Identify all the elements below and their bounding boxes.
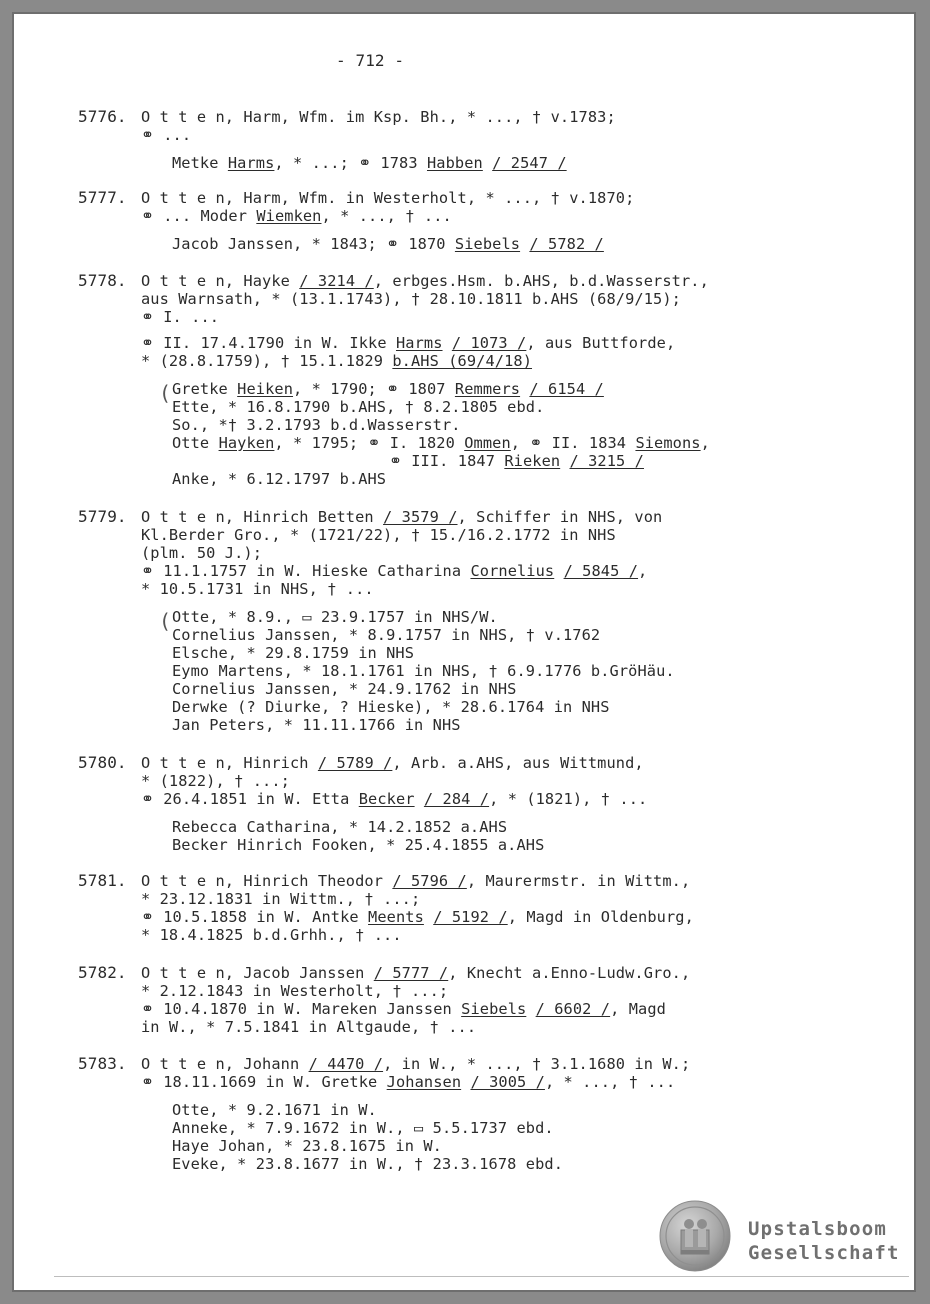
cross-reference: / 3214 / (299, 272, 374, 290)
entry-line (141, 964, 690, 982)
text: , (700, 434, 710, 452)
child-line: Anneke, * 7.9.1672 in W., ▭ 5.5.1737 ebd. (172, 1119, 554, 1137)
child-line: Haye Johan, * 23.8.1675 in W. (172, 1137, 442, 1155)
brand-line: Upstalsboom (748, 1218, 888, 1240)
entry-line: (plm. 50 J.); (141, 544, 263, 562)
text: Otte (172, 434, 219, 452)
text: , Magd (610, 1000, 666, 1018)
entry-number: 5781. (78, 871, 127, 890)
brand-logo-text (748, 1217, 900, 1265)
surname: Cornelius (470, 562, 555, 580)
entry-number: 5778. (78, 271, 127, 290)
text: Metke (172, 154, 228, 172)
surname: Meents (368, 908, 424, 926)
surname: Siemons (635, 434, 701, 452)
text: , (638, 562, 648, 580)
child-line (172, 380, 604, 398)
text: O t t e n, Hinrich (141, 754, 318, 772)
child-line: Cornelius Janssen, * 24.9.1762 in NHS (172, 680, 517, 698)
entry-line: * 2.12.1843 in Westerholt, † ...; (141, 982, 449, 1000)
child-line: Otte, * 9.2.1671 in W. (172, 1101, 377, 1119)
brace-mark: ( (159, 609, 172, 633)
text: ⚭ 10.5.1858 in W. Antke (141, 908, 369, 926)
text: ⚭ III. 1847 (389, 452, 505, 470)
entry-line (141, 754, 644, 772)
entry-line: Kl.Berder Gro., * (1721/22), † 15./16.2.1772 in NHS (141, 526, 616, 544)
child-line: Jan Peters, * 11.11.1766 in NHS (172, 716, 461, 734)
entry-line: O t t e n, Harm, Wfm. im Ksp. Bh., * ..., † v.1783; (141, 108, 616, 126)
text: O t t e n, Hayke (141, 272, 300, 290)
surname: Siebels (454, 235, 521, 253)
cross-reference: / 284 / (423, 790, 490, 808)
entry-line: O t t e n, Harm, Wfm. in Westerholt, * ..., † v.1870; (141, 189, 635, 207)
entry-number: 5779. (78, 507, 127, 526)
surname: Ommen (464, 434, 511, 452)
text: ⚭ 26.4.1851 in W. Etta (141, 790, 359, 808)
child-line: Cornelius Janssen, * 8.9.1757 in NHS, † v.1762 (172, 626, 601, 644)
text (520, 380, 529, 398)
entry-line (141, 352, 532, 370)
text: Gretke (172, 380, 238, 398)
cross-reference: / 3215 / (569, 452, 644, 470)
surname: Remmers (454, 380, 521, 398)
entry-line (141, 562, 647, 580)
text (424, 908, 433, 926)
text: , * ..., † ... (544, 1073, 676, 1091)
underlined-text: b.AHS (69/4/18) (392, 352, 533, 370)
entry-line: aus Warnsath, * (13.1.1743), † 28.10.1811 b.AHS (68/9/15); (141, 290, 681, 308)
cross-reference: / 3005 / (470, 1073, 545, 1091)
child-line: Otte, * 8.9., ▭ 23.9.1757 in NHS/W. (172, 608, 498, 626)
child-line: Eveke, * 23.8.1677 in W., † 23.3.1678 ebd. (172, 1155, 563, 1173)
page-number: - 712 - (336, 51, 405, 70)
text: , Schiffer in NHS, von (457, 508, 663, 526)
surname: Siebels (461, 1000, 527, 1018)
entry-line: * 23.12.1831 in Wittm., † ...; (141, 890, 421, 908)
text: * (28.8.1759), † 15.1.1829 (141, 352, 393, 370)
surname: Harms (227, 154, 275, 172)
text: , in W., * ..., † 3.1.1680 in W.; (383, 1055, 691, 1073)
cross-reference: / 5845 / (563, 562, 639, 580)
text: O t t e n, Jacob Janssen (141, 964, 374, 982)
cross-reference: / 6602 / (535, 1000, 611, 1018)
child-line: Ette, * 16.8.1790 b.AHS, † 8.2.1805 ebd. (172, 398, 545, 416)
brand-line: Gesellschaft (748, 1242, 900, 1264)
child-line: Rebecca Catharina, * 14.2.1852 a.AHS (172, 818, 508, 836)
surname: Harms (395, 334, 443, 352)
cross-reference: / 1073 / (451, 334, 527, 352)
text: ⚭ 10.4.1870 in W. Mareken Janssen (141, 1000, 462, 1018)
entry-line (141, 872, 690, 890)
text: , Maurermstr. in Wittm., (466, 872, 691, 890)
text: , Arb. a.AHS, aus Wittmund, (392, 754, 644, 772)
text: ⚭ 18.11.1669 in W. Gretke (141, 1073, 387, 1091)
entry-number: 5782. (78, 963, 127, 982)
entry-line (141, 790, 647, 808)
page-frame (14, 14, 914, 1290)
cross-reference: / 5789 / (317, 754, 393, 772)
text: O t t e n, Hinrich Betten (141, 508, 384, 526)
text: O t t e n, Johann (141, 1055, 309, 1073)
entry-line (141, 908, 694, 926)
text: , erbges.Hsm. b.AHS, b.d.Wasserstr., (373, 272, 709, 290)
entry-line (141, 272, 709, 290)
entry-line (141, 1000, 666, 1018)
text (526, 1000, 535, 1018)
text: , * ...; ⚭ 1783 (274, 154, 427, 172)
entry-number: 5780. (78, 753, 127, 772)
cross-reference: / 5782 / (529, 235, 604, 253)
child-line (172, 235, 604, 253)
text: Jacob Janssen, * 1843; ⚭ 1870 (172, 235, 455, 253)
cross-reference: / 2547 / (492, 154, 567, 172)
cross-reference: / 4470 / (308, 1055, 384, 1073)
surname: Hayken (218, 434, 275, 452)
text: , * 1795; ⚭ I. 1820 (274, 434, 465, 452)
entry-line (141, 1073, 675, 1091)
child-line: Derwke (? Diurke, ? Hieske), * 28.6.1764 in NHS (172, 698, 610, 716)
cross-reference: / 5192 / (433, 908, 508, 926)
entry-line (141, 334, 675, 352)
entry-line (141, 508, 662, 526)
text: ⚭ 11.1.1757 in W. Hieske Catharina (141, 562, 471, 580)
surname: Rieken (504, 452, 561, 470)
child-line (389, 452, 644, 470)
entry-line: * (1822), † ...; (141, 772, 290, 790)
child-line (172, 154, 567, 172)
text: , * (1821), † ... (489, 790, 648, 808)
text: , * ..., † ... (321, 207, 452, 225)
divider (54, 1276, 909, 1277)
text: , Magd in Oldenburg, (507, 908, 694, 926)
document-page (14, 14, 914, 1290)
surname: Wiemken (256, 207, 322, 225)
text (443, 334, 452, 352)
surname: Heiken (237, 380, 294, 398)
text: , * 1790; ⚭ 1807 (293, 380, 455, 398)
child-line: So., *† 3.2.1793 b.d.Wasserstr. (172, 416, 461, 434)
entry-line: in W., * 7.5.1841 in Altgaude, † ... (141, 1018, 477, 1036)
child-line: Becker Hinrich Fooken, * 25.4.1855 a.AHS (172, 836, 545, 854)
text: O t t e n, Hinrich Theodor (141, 872, 393, 890)
entry-line: * 18.4.1825 b.d.Grhh., † ... (141, 926, 402, 944)
brace-mark: ( (159, 381, 172, 405)
seal-logo-icon (659, 1200, 731, 1272)
cross-reference: / 5796 / (392, 872, 467, 890)
cross-reference: / 5777 / (373, 964, 449, 982)
entry-number: 5776. (78, 107, 127, 126)
child-line: Elsche, * 29.8.1759 in NHS (172, 644, 415, 662)
text: , ⚭ II. 1834 (510, 434, 636, 452)
entry-line: ⚭ I. ... (141, 308, 220, 326)
text (520, 235, 529, 253)
surname: Johansen (386, 1073, 462, 1091)
text: ⚭ ... Moder (141, 207, 257, 225)
entry-line: * 10.5.1731 in NHS, † ... (141, 580, 374, 598)
entry-line (141, 207, 452, 225)
text: , Knecht a.Enno-Ludw.Gro., (448, 964, 691, 982)
child-line (172, 434, 710, 452)
entry-number: 5783. (78, 1054, 127, 1073)
text (554, 562, 563, 580)
entry-line (141, 1055, 690, 1073)
text (560, 452, 569, 470)
cross-reference: / 6154 / (529, 380, 604, 398)
text: ⚭ II. 17.4.1790 in W. Ikke (141, 334, 396, 352)
surname: Habben (426, 154, 483, 172)
text (483, 154, 492, 172)
child-line: Eymo Martens, * 18.1.1761 in NHS, † 6.9.1776 b.GröHäu. (172, 662, 675, 680)
entry-line: ⚭ ... (141, 126, 192, 144)
cross-reference: / 3579 / (383, 508, 458, 526)
text (415, 790, 424, 808)
surname: Becker (358, 790, 415, 808)
child-line: Anke, * 6.12.1797 b.AHS (172, 470, 387, 488)
text: , aus Buttforde, (526, 334, 676, 352)
entry-number: 5777. (78, 188, 127, 207)
